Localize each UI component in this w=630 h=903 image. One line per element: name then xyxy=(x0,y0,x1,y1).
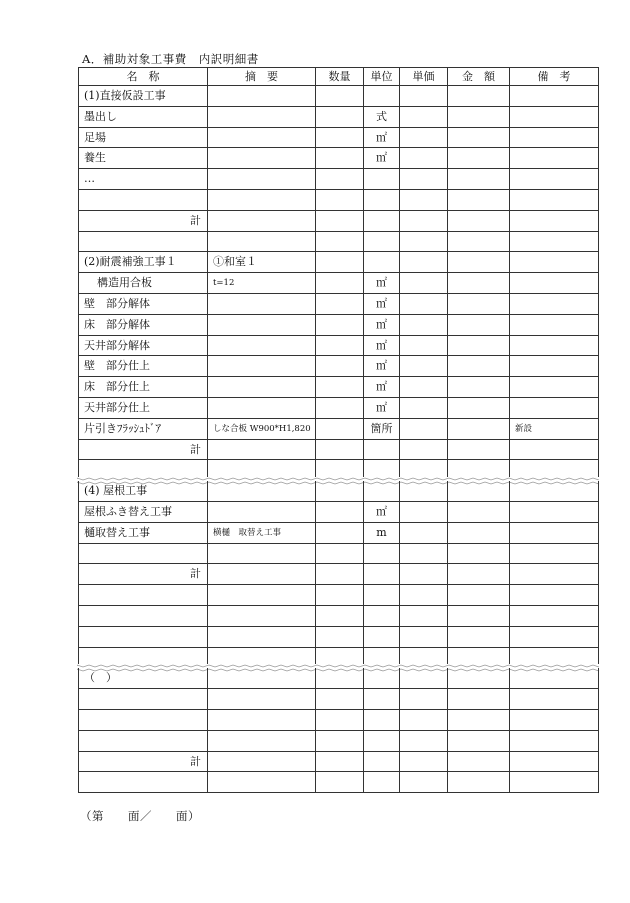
name-cell: 樋取替え工事 xyxy=(78,523,208,543)
remarks-cell xyxy=(510,128,599,148)
unit-price-cell xyxy=(400,689,448,709)
amount-cell xyxy=(448,502,510,522)
remarks-cell xyxy=(510,148,599,168)
name-cell xyxy=(78,689,208,709)
quantity-cell xyxy=(316,419,364,439)
remarks-cell xyxy=(510,585,599,605)
header-quantity: 数量 xyxy=(316,68,364,85)
table-row xyxy=(78,315,599,336)
amount-cell xyxy=(448,731,510,751)
page-number-footer: （第 面／ 面） xyxy=(80,809,200,823)
header-amount: 金 額 xyxy=(448,68,510,85)
unit-price-cell xyxy=(400,440,448,460)
unit-cell xyxy=(364,211,400,231)
name-cell: 足場 xyxy=(78,128,208,148)
quantity-cell xyxy=(316,606,364,626)
remarks-cell xyxy=(510,252,599,272)
unit-cell: ㎡ xyxy=(364,336,400,356)
unit-price-cell xyxy=(400,585,448,605)
summary-cell xyxy=(208,128,316,148)
quantity-cell xyxy=(316,315,364,335)
unit-cell xyxy=(364,606,400,626)
summary-cell: しな合板 W900*H1,820 xyxy=(208,419,316,439)
unit-cell: m xyxy=(364,523,400,543)
table-row xyxy=(78,752,599,773)
quantity-cell xyxy=(316,273,364,293)
quantity-cell xyxy=(316,356,364,376)
table-row xyxy=(78,731,599,752)
unit-price-cell xyxy=(400,128,448,148)
name-cell: 屋根ふき替え工事 xyxy=(78,502,208,522)
quantity-cell xyxy=(316,294,364,314)
unit-price-cell xyxy=(400,564,448,584)
quantity-cell xyxy=(316,564,364,584)
remarks-cell xyxy=(510,356,599,376)
unit-cell xyxy=(364,544,400,564)
summary-cell xyxy=(208,731,316,751)
amount-cell xyxy=(448,668,510,688)
table-row xyxy=(78,564,599,585)
unit-price-cell xyxy=(400,606,448,626)
unit-price-cell xyxy=(400,710,448,730)
summary-cell xyxy=(208,148,316,168)
quantity-cell xyxy=(316,627,364,647)
unit-price-cell xyxy=(400,627,448,647)
unit-price-cell xyxy=(400,419,448,439)
quantity-cell xyxy=(316,232,364,252)
quantity-cell xyxy=(316,398,364,418)
header-unit: 単位 xyxy=(364,68,400,85)
quantity-cell xyxy=(316,107,364,127)
unit-cell xyxy=(364,169,400,189)
remarks-cell xyxy=(510,294,599,314)
quantity-cell xyxy=(316,169,364,189)
remarks-cell xyxy=(510,627,599,647)
summary-cell xyxy=(208,627,316,647)
name-cell: 天井部分解体 xyxy=(78,336,208,356)
summary-cell: 横樋 取替え工事 xyxy=(208,523,316,543)
quantity-cell xyxy=(316,731,364,751)
name-cell: (1)直接仮設工事 xyxy=(78,86,208,106)
quantity-cell xyxy=(316,668,364,688)
remarks-cell xyxy=(510,606,599,626)
quantity-cell xyxy=(316,544,364,564)
name-cell: 墨出し xyxy=(78,107,208,127)
table-row xyxy=(78,190,599,211)
table-row xyxy=(78,148,599,169)
amount-cell xyxy=(448,211,510,231)
name-cell: (4) 屋根工事 xyxy=(78,481,208,501)
remarks-cell xyxy=(510,772,599,792)
table-row xyxy=(78,710,599,731)
table-row xyxy=(78,107,599,128)
summary-cell xyxy=(208,190,316,210)
amount-cell xyxy=(448,148,510,168)
summary-cell xyxy=(208,544,316,564)
name-cell xyxy=(78,731,208,751)
remarks-cell xyxy=(510,668,599,688)
unit-cell xyxy=(364,564,400,584)
summary-cell xyxy=(208,710,316,730)
table-row xyxy=(78,232,599,253)
unit-cell xyxy=(364,668,400,688)
table-row xyxy=(78,398,599,419)
cost-breakdown-table xyxy=(78,67,599,793)
quantity-cell xyxy=(316,752,364,772)
name-cell: … xyxy=(78,169,208,189)
amount-cell xyxy=(448,336,510,356)
amount-cell xyxy=(448,710,510,730)
summary-cell xyxy=(208,336,316,356)
quantity-cell xyxy=(316,523,364,543)
remarks-cell xyxy=(510,377,599,397)
table-row xyxy=(78,294,599,315)
summary-cell xyxy=(208,689,316,709)
name-cell: 壁 部分仕上 xyxy=(78,356,208,376)
remarks-cell xyxy=(510,752,599,772)
amount-cell xyxy=(448,689,510,709)
name-cell: （ ） xyxy=(78,668,208,688)
amount-cell xyxy=(448,585,510,605)
unit-cell: ㎡ xyxy=(364,398,400,418)
quantity-cell xyxy=(316,190,364,210)
quantity-cell xyxy=(316,502,364,522)
amount-cell xyxy=(448,169,510,189)
remarks-cell: 新設 xyxy=(510,419,599,439)
quantity-cell xyxy=(316,585,364,605)
amount-cell xyxy=(448,294,510,314)
unit-cell xyxy=(364,232,400,252)
summary-cell xyxy=(208,107,316,127)
unit-cell xyxy=(364,440,400,460)
name-cell xyxy=(78,606,208,626)
amount-cell xyxy=(448,772,510,792)
summary-cell xyxy=(208,356,316,376)
name-cell: 壁 部分解体 xyxy=(78,294,208,314)
summary-cell xyxy=(208,502,316,522)
name-cell: 計 xyxy=(78,564,208,584)
summary-cell xyxy=(208,169,316,189)
unit-price-cell xyxy=(400,502,448,522)
unit-price-cell xyxy=(400,336,448,356)
name-cell xyxy=(78,232,208,252)
amount-cell xyxy=(448,252,510,272)
table-row xyxy=(78,273,599,294)
table-row xyxy=(78,772,599,793)
amount-cell xyxy=(448,86,510,106)
remarks-cell xyxy=(510,440,599,460)
quantity-cell xyxy=(316,148,364,168)
unit-cell xyxy=(364,252,400,272)
table-row xyxy=(78,502,599,523)
name-cell: 養生 xyxy=(78,148,208,168)
unit-price-cell xyxy=(400,190,448,210)
remarks-cell xyxy=(510,315,599,335)
remarks-cell xyxy=(510,169,599,189)
unit-cell: ㎡ xyxy=(364,128,400,148)
summary-cell xyxy=(208,668,316,688)
quantity-cell xyxy=(316,128,364,148)
name-cell xyxy=(78,585,208,605)
table-row xyxy=(78,86,599,107)
remarks-cell xyxy=(510,273,599,293)
quantity-cell xyxy=(316,377,364,397)
unit-cell: 式 xyxy=(364,107,400,127)
amount-cell xyxy=(448,544,510,564)
quantity-cell xyxy=(316,481,364,501)
table-row xyxy=(78,336,599,357)
summary-cell xyxy=(208,377,316,397)
remarks-cell xyxy=(510,336,599,356)
summary-cell: ①和室１ xyxy=(208,252,316,272)
summary-cell: t=12 xyxy=(208,273,316,293)
unit-cell xyxy=(364,190,400,210)
summary-cell xyxy=(208,606,316,626)
header-summary: 摘 要 xyxy=(208,68,316,85)
unit-price-cell xyxy=(400,232,448,252)
unit-price-cell xyxy=(400,398,448,418)
unit-price-cell xyxy=(400,273,448,293)
summary-cell xyxy=(208,440,316,460)
name-cell xyxy=(78,544,208,564)
name-cell xyxy=(78,190,208,210)
name-cell: 計 xyxy=(78,211,208,231)
quantity-cell xyxy=(316,252,364,272)
remarks-cell xyxy=(510,731,599,751)
amount-cell xyxy=(448,606,510,626)
amount-cell xyxy=(448,752,510,772)
table-row xyxy=(78,606,599,627)
quantity-cell xyxy=(316,211,364,231)
amount-cell xyxy=(448,315,510,335)
header-remarks: 備 考 xyxy=(510,68,599,85)
unit-price-cell xyxy=(400,481,448,501)
amount-cell xyxy=(448,273,510,293)
unit-price-cell xyxy=(400,252,448,272)
unit-cell: ㎡ xyxy=(364,148,400,168)
remarks-cell xyxy=(510,190,599,210)
summary-cell xyxy=(208,398,316,418)
table-row xyxy=(78,689,599,710)
remarks-cell xyxy=(510,710,599,730)
amount-cell xyxy=(448,232,510,252)
unit-cell: ㎡ xyxy=(364,294,400,314)
quantity-cell xyxy=(316,336,364,356)
remarks-cell xyxy=(510,544,599,564)
summary-cell xyxy=(208,86,316,106)
table-row xyxy=(78,523,599,544)
remarks-cell xyxy=(510,523,599,543)
unit-price-cell xyxy=(400,523,448,543)
name-cell xyxy=(78,627,208,647)
unit-cell xyxy=(364,585,400,605)
amount-cell xyxy=(448,440,510,460)
unit-cell xyxy=(364,627,400,647)
header-name: 名 称 xyxy=(78,68,208,85)
amount-cell xyxy=(448,128,510,148)
quantity-cell xyxy=(316,710,364,730)
unit-price-cell xyxy=(400,544,448,564)
unit-price-cell xyxy=(400,107,448,127)
table-row xyxy=(78,169,599,190)
unit-price-cell xyxy=(400,752,448,772)
summary-cell xyxy=(208,772,316,792)
summary-cell xyxy=(208,585,316,605)
unit-price-cell xyxy=(400,294,448,314)
table-row xyxy=(78,544,599,565)
unit-cell xyxy=(364,752,400,772)
table-row xyxy=(78,419,599,440)
name-cell: 床 部分仕上 xyxy=(78,377,208,397)
name-cell: 構造用合板 xyxy=(78,273,208,293)
remarks-cell xyxy=(510,107,599,127)
unit-price-cell xyxy=(400,148,448,168)
name-cell: (2)耐震補強工事１ xyxy=(78,252,208,272)
amount-cell xyxy=(448,564,510,584)
name-cell xyxy=(78,710,208,730)
remarks-cell xyxy=(510,232,599,252)
name-cell: 片引きﾌﾗｯｼｭﾄﾞｱ xyxy=(78,419,208,439)
quantity-cell xyxy=(316,86,364,106)
unit-cell xyxy=(364,731,400,751)
summary-cell xyxy=(208,315,316,335)
summary-cell xyxy=(208,564,316,584)
remarks-cell xyxy=(510,211,599,231)
table-row xyxy=(78,627,599,648)
table-row xyxy=(78,668,599,689)
name-cell: 天井部分仕上 xyxy=(78,398,208,418)
amount-cell xyxy=(448,627,510,647)
table-row xyxy=(78,585,599,606)
unit-cell xyxy=(364,772,400,792)
unit-price-cell xyxy=(400,772,448,792)
summary-cell xyxy=(208,481,316,501)
table-row xyxy=(78,440,599,461)
unit-cell: ㎡ xyxy=(364,315,400,335)
unit-cell: ㎡ xyxy=(364,377,400,397)
name-cell xyxy=(78,772,208,792)
unit-cell xyxy=(364,710,400,730)
amount-cell xyxy=(448,398,510,418)
remarks-cell xyxy=(510,86,599,106)
unit-cell xyxy=(364,86,400,106)
unit-price-cell xyxy=(400,86,448,106)
unit-price-cell xyxy=(400,169,448,189)
unit-cell: ㎡ xyxy=(364,502,400,522)
amount-cell xyxy=(448,377,510,397)
unit-price-cell xyxy=(400,356,448,376)
summary-cell xyxy=(208,211,316,231)
summary-cell xyxy=(208,752,316,772)
quantity-cell xyxy=(316,689,364,709)
table-row xyxy=(78,377,599,398)
name-cell: 計 xyxy=(78,440,208,460)
table-row xyxy=(78,481,599,502)
remarks-cell xyxy=(510,689,599,709)
name-cell: 床 部分解体 xyxy=(78,315,208,335)
name-cell: 計 xyxy=(78,752,208,772)
unit-cell: 箇所 xyxy=(364,419,400,439)
amount-cell xyxy=(448,107,510,127)
unit-cell: ㎡ xyxy=(364,356,400,376)
remarks-cell xyxy=(510,481,599,501)
table-header-row xyxy=(78,67,599,86)
amount-cell xyxy=(448,356,510,376)
amount-cell xyxy=(448,481,510,501)
unit-price-cell xyxy=(400,668,448,688)
unit-price-cell xyxy=(400,211,448,231)
header-unit-price: 単価 xyxy=(400,68,448,85)
unit-price-cell xyxy=(400,315,448,335)
table-row xyxy=(78,356,599,377)
amount-cell xyxy=(448,523,510,543)
quantity-cell xyxy=(316,440,364,460)
unit-price-cell xyxy=(400,377,448,397)
table-row xyxy=(78,252,599,273)
unit-cell: ㎡ xyxy=(364,273,400,293)
unit-cell xyxy=(364,481,400,501)
document-title: A．補助対象工事費 内訳明細書 xyxy=(82,52,259,66)
quantity-cell xyxy=(316,772,364,792)
amount-cell xyxy=(448,419,510,439)
summary-cell xyxy=(208,294,316,314)
remarks-cell xyxy=(510,564,599,584)
unit-cell xyxy=(364,689,400,709)
remarks-cell xyxy=(510,398,599,418)
remarks-cell xyxy=(510,502,599,522)
table-row xyxy=(78,128,599,149)
summary-cell xyxy=(208,232,316,252)
unit-price-cell xyxy=(400,731,448,751)
table-row xyxy=(78,211,599,232)
amount-cell xyxy=(448,190,510,210)
